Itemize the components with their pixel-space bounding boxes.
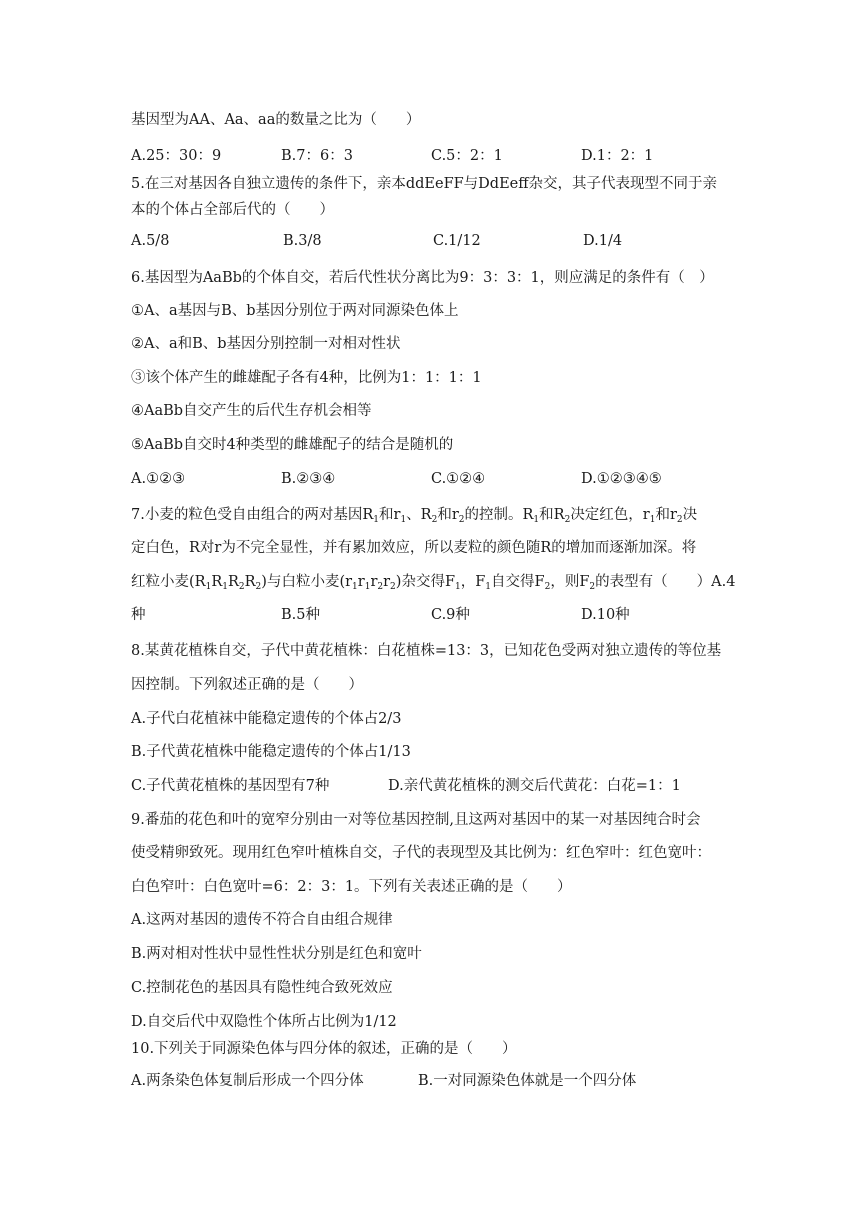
q8-stem-line1: 8.某黄花植株自交，子代中黄花植株：白花植株=13：3，已知花色受两对独立遗传的等位基 xyxy=(131,643,722,659)
q7-option-d: D.10种 xyxy=(581,607,630,623)
q10-option-b: B.一对同源染色体就是一个四分体 xyxy=(418,1073,637,1089)
q4-option-a: A.25：30：9 xyxy=(131,148,222,164)
q5-option-a: A.5/8 xyxy=(131,233,170,249)
q8-option-a: A.子代白花植袜中能稳定遗传的个体占2/3 xyxy=(131,711,402,727)
q8-stem-line2: 因控制。下列叙述正确的是（ ） xyxy=(131,677,363,693)
q6-condition-1: ①A、a基因与B、b基因分别位于两对同源染色体上 xyxy=(131,303,459,319)
q9-option-b: B.两对相对性状中显性性状分别是红色和宽叶 xyxy=(131,946,422,962)
q6-condition-3: ③该个体产生的雌雄配子各有4种，比例为1：1：1：1 xyxy=(131,370,482,386)
q5-option-d: D.1/4 xyxy=(583,233,623,249)
q9-option-d: D.自交后代中双隐性个体所占比例为1/12 xyxy=(131,1014,397,1030)
q9-stem-line2: 使受精卵致死。现用红色窄叶植株自交，子代的表现型及其比例为：红色窄叶：红色宽叶： xyxy=(131,845,711,861)
q7-stem-line3: 红粒小麦$(R_1R_1R_2R_2)$与白粒小麦$(r_1r_1r_2r_2)$杂交得$F_1$，$F_1$自交得$F_2$，则$F_2$的表型有（ ）A.4 xyxy=(131,574,736,592)
q7-stem-line2: 定白色，R对r为不完全显性，并有累加效应，所以麦粒的颜色随R的增加而逐渐加深。将 xyxy=(131,540,697,556)
q6-stem: 6.基因型为AaBb的个体自交，若后代性状分离比为9：3：3：1，则应满足的条件有（ ） xyxy=(131,270,714,286)
q10-option-a: A.两条染色体复制后形成一个四分体 xyxy=(131,1073,364,1089)
q4-option-c: C.5：2：1 xyxy=(431,148,503,164)
q4-stem-tail: 基因型为AA、Aa、aa的数量之比为（ ） xyxy=(131,112,421,128)
q10-stem: 10.下列关于同源染色体与四分体的叙述，正确的是（ ） xyxy=(131,1041,517,1057)
q9-stem-line1: 9.番茄的花色和叶的宽窄分别由一对等位基因控制,且这两对基因中的某一对基因纯合时会 xyxy=(131,812,701,828)
q5-stem-line1: 5.在三对基因各自独立遗传的条件下，亲本ddEeFF与DdEeff杂交，其子代表现型不同于亲 xyxy=(131,176,718,192)
q5-stem-line2: 本的个体占全部后代的（ ） xyxy=(131,202,334,218)
q8-option-d: D.亲代黄花植株的测交后代黄花：白花=1：1 xyxy=(388,778,681,794)
q6-condition-5: ⑤AaBb自交时4种类型的雌雄配子的结合是随机的 xyxy=(131,437,454,453)
q6-condition-4: ④AaBb自交产生的后代生存机会相等 xyxy=(131,403,372,419)
q8-option-b: B.子代黄花植株中能稳定遗传的个体占1/13 xyxy=(131,744,411,760)
q9-option-a: A.这两对基因的遗传不符合自由组合规律 xyxy=(131,912,393,928)
q9-option-c: C.控制花色的基因具有隐性纯合致死效应 xyxy=(131,980,393,996)
q4-option-d: D.1：2：1 xyxy=(581,148,654,164)
q4-option-b: B.7：6：3 xyxy=(281,148,353,164)
q7-option-a-tail: 种 xyxy=(131,607,146,623)
q6-option-a: A.①②③ xyxy=(131,471,186,487)
q7-stem-line1: 7.小麦的粒色受自由组合的两对基因$R_1$和$r_1$、$R_2$和$r_2$的控制。$R_1$和$R_2$决定红色，$r_1$和$r_2$决 xyxy=(131,507,698,525)
q6-condition-2: ②A、a和B、b基因分别控制一对相对性状 xyxy=(131,336,401,352)
q5-option-b: B.3/8 xyxy=(283,233,322,249)
q7-option-b: B.5种 xyxy=(281,607,320,623)
q6-option-c: C.①②④ xyxy=(431,471,486,487)
q6-option-d: D.①②③④⑤ xyxy=(581,471,662,487)
q8-option-c: C.子代黄花植株的基因型有7种 xyxy=(131,778,330,794)
q5-option-c: C.1/12 xyxy=(433,233,481,249)
q7-option-c: C.9种 xyxy=(431,607,470,623)
q9-stem-line3: 白色窄叶：白色宽叶=6：2：3：1。下列有关表述正确的是（ ） xyxy=(131,879,572,895)
q6-option-b: B.②③④ xyxy=(281,471,336,487)
